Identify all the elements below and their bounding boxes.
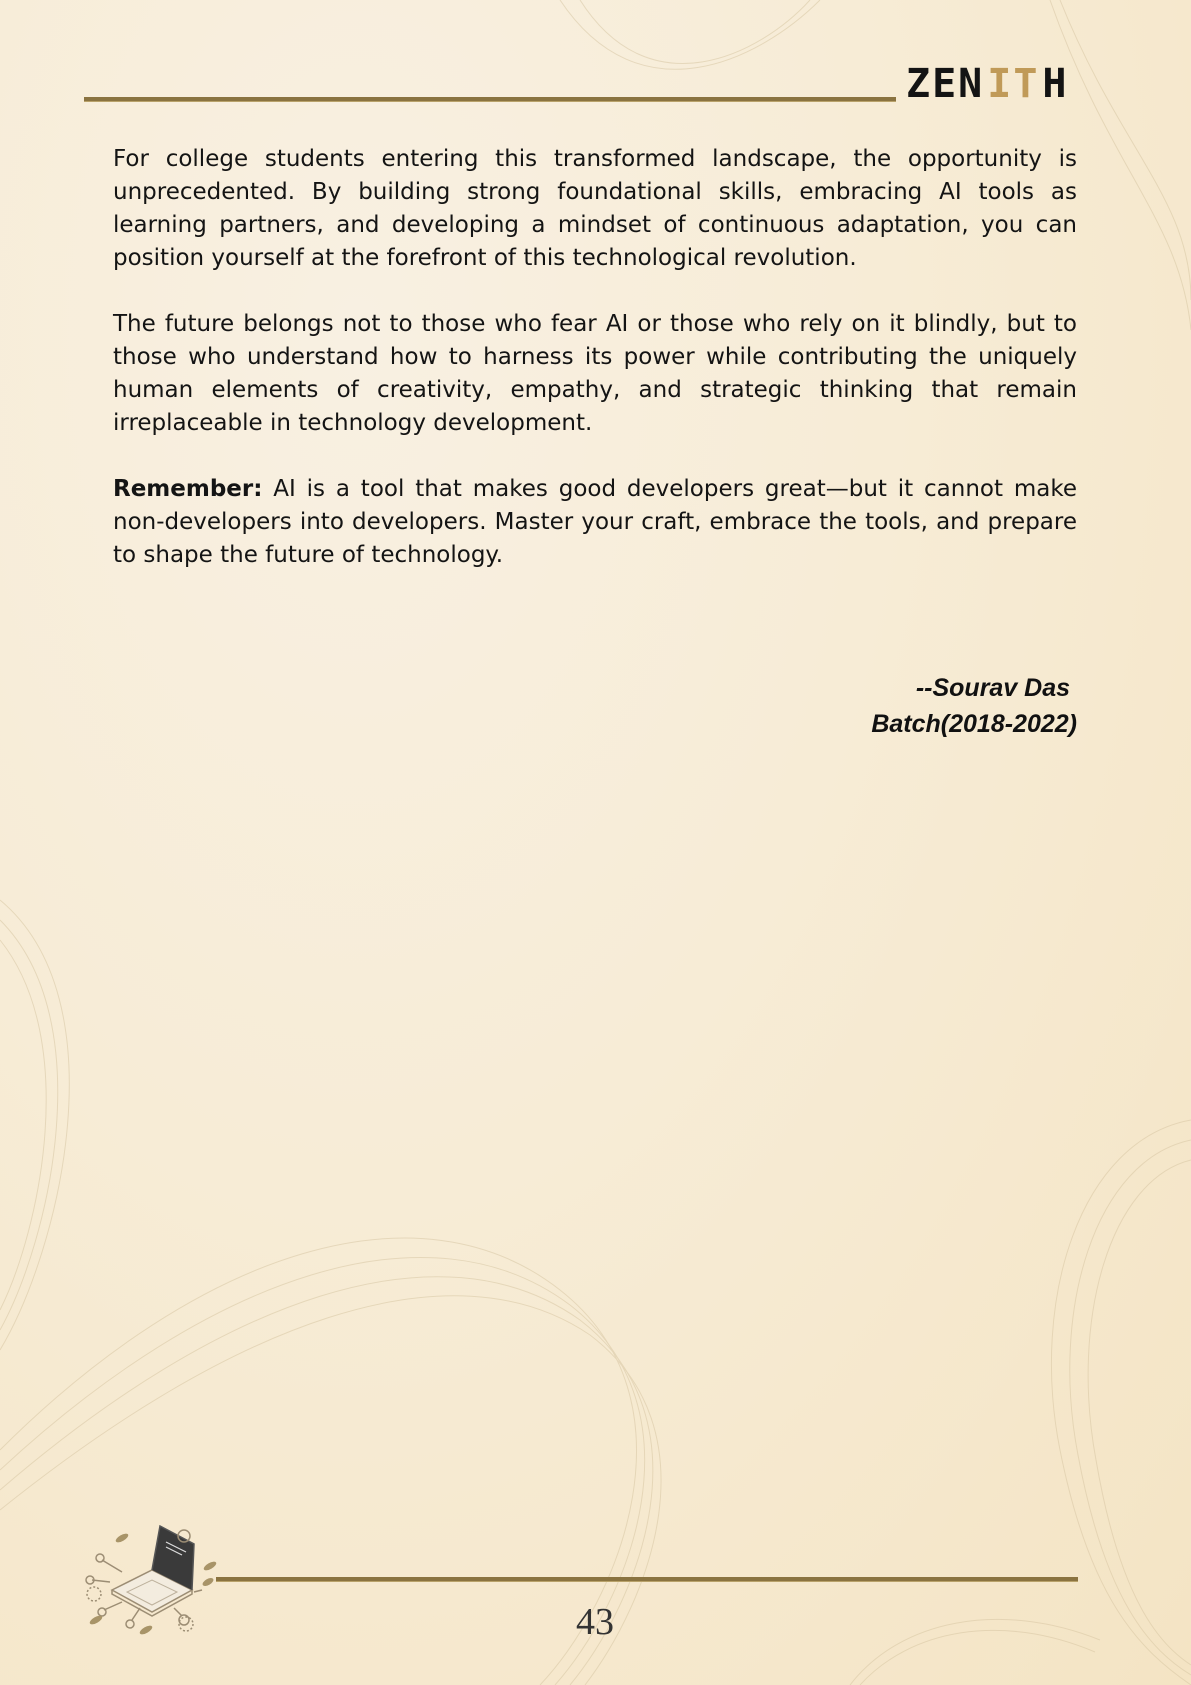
logo-part-accent: IT [987, 61, 1040, 107]
remember-text: AI is a tool that makes good developers great—but it cannot make non-developers into developers. Master your craft, embrace the tools, and prepare to shape the future of technology. [113, 476, 1077, 568]
paragraph-1: For college students entering this transformed landscape, the opportunity is unprecedented. By building strong foundational skills, embracing AI tools as learning partners, and developing a mindset of continuous adaptation, you can position yourself at the forefront of this technological revolution. [113, 146, 1077, 271]
signature-block [577, 670, 1077, 742]
remember-label: Remember: [113, 476, 263, 502]
header-divider [84, 97, 896, 102]
article-body [113, 143, 1077, 605]
signature-author: --Sourav Das [915, 674, 1077, 702]
logo-part-right: H [1042, 61, 1069, 107]
laptop-circuit-icon [82, 1520, 222, 1638]
remember-paragraph [113, 473, 1077, 572]
page-number: 43 [576, 1601, 614, 1643]
logo-part-left: ZEN [906, 61, 985, 107]
footer-divider [216, 1577, 1078, 1582]
paragraph-2: The future belongs not to those who fear AI or those who rely on it blindly, but to those who understand how to harness its power while contributing the uniquely human elements of creativity, empathy, and strategic thinking that remain irreplaceable in technology development. [113, 311, 1077, 436]
zenith-logo [906, 61, 1111, 107]
signature-batch: Batch(2018-2022) [871, 710, 1077, 738]
